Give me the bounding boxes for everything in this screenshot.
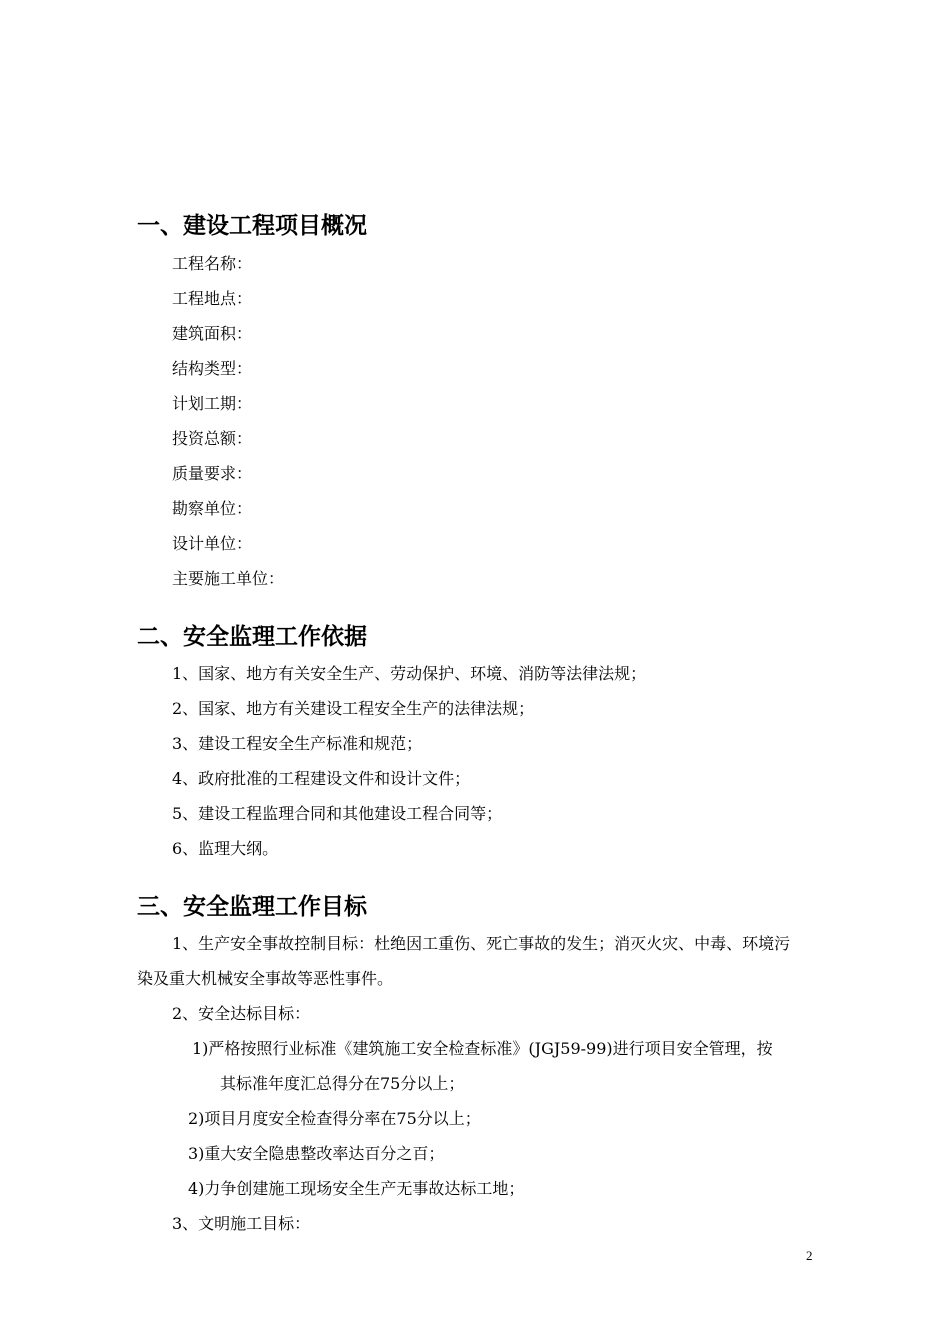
basis-item-4: 4、政府批准的工程建设文件和设计文件； — [172, 769, 471, 788]
basis-item-5: 5、建设工程监理合同和其他建设工程合同等； — [172, 804, 503, 823]
basis-item-1: 1、国家、地方有关安全生产、劳动保护、环境、消防等法律法规； — [172, 664, 647, 683]
basis-item-2: 2、国家、地方有关建设工程安全生产的法律法规； — [172, 699, 535, 718]
field-total-investment: 投资总额： — [172, 429, 253, 448]
field-project-name: 工程名称： — [172, 254, 253, 273]
field-building-area: 建筑面积： — [172, 324, 253, 343]
goal-sub-3: 3)重大安全隐患整改率达百分之百； — [188, 1144, 445, 1163]
field-design-unit: 设计单位： — [172, 534, 253, 553]
goal-item-2: 2、安全达标目标： — [172, 1004, 311, 1023]
goal-sub-2: 2)项目月度安全检查得分率在75分以上； — [188, 1109, 481, 1128]
goal-sub-1-line-2: 其标准年度汇总得分在75分以上； — [220, 1074, 465, 1093]
field-project-location: 工程地点： — [172, 289, 253, 308]
section-3-heading: 三、安全监理工作目标 — [137, 894, 367, 920]
field-structure-type: 结构类型： — [172, 359, 253, 378]
goal-item-1-line-2: 染及重大机械安全事故等恶性事件。 — [137, 969, 394, 988]
field-main-contractor: 主要施工单位： — [172, 569, 285, 588]
field-planned-duration: 计划工期： — [172, 394, 253, 413]
field-survey-unit: 勘察单位： — [172, 499, 253, 518]
goal-sub-1-line-1: 1)严格按照行业标准《建筑施工安全检查标准》(JGJ59-99)进行项目安全管理，按 — [192, 1039, 773, 1058]
basis-item-3: 3、建设工程安全生产标准和规范； — [172, 734, 423, 753]
goal-item-3: 3、文明施工目标： — [172, 1214, 311, 1233]
basis-item-6: 6、监理大纲。 — [172, 839, 279, 858]
goal-item-1-line-1: 1、生产安全事故控制目标：杜绝因工重伤、死亡事故的发生；消灭火灾、中毒、环境污 — [172, 934, 791, 953]
section-2-heading: 二、安全监理工作依据 — [137, 624, 367, 650]
section-1-heading: 一、建设工程项目概况 — [137, 213, 367, 239]
page-number: 2 — [806, 1248, 813, 1263]
goal-sub-4: 4)力争创建施工现场安全生产无事故达标工地； — [188, 1179, 525, 1198]
field-quality-requirement: 质量要求： — [172, 464, 253, 483]
